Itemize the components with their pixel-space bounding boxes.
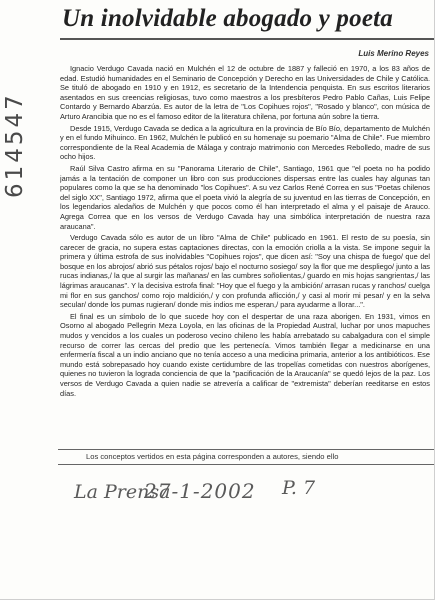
- article-author: Luis Merino Reyes: [358, 49, 429, 58]
- paragraph-3: Raúl Silva Castro afirma en su "Panorama Literario de Chile", Santiago, 1961 que "el poeta no ha podido jamás a la tentación de componer un libro con sus producciones dispersas entre las cuales hay algunas tan populares como la que se ha denominado "los Copihues". A su vez Carlos René Correa en sus "Poetas chilenos del siglo XX", Santiago 1972, afirma que el poeta vivió la alegría de su juventud en las tierras de Concepción, en los legendarios aledaños de Mulchén y que pocos como él han interpretado el alma y el paisaje de Arauco. Agrega Correa que en los versos de Verdugo Cavada hay una simbólica interpretación de nuestra raza araucana".: [60, 163, 430, 231]
- disclaimer-text: Los conceptos vertidos en esta página corresponden a autores, siendo ello: [86, 452, 339, 461]
- article-title: Un inolvidable abogado y poeta: [62, 5, 393, 32]
- paragraph-1: Ignacio Verdugo Cavada nació en Mulchén el 12 de octubre de 1887 y falleció en 1970, a los 83 años de edad. Estudió humanidades en el Seminario de Concepción y Derecho en las Universidades de Chile y Católica. Se tituló de abogado en 1910 y en 1912, es secretario de la Intendencia penquista. En sus escritos literarios asentados en sus creencias religiosas, tuvo como maestros a los presbíteros Pedro Pablo Cañas, Luis Felipe Contardo y Bernardo Abarzúa. Es autor de la letra de "Los Copihues rojos", "Rosado y blanco", con música de Arturo Arancibia que no es el famoso editor de la literatura chilena, por fortuna aún sobre la tierra.: [60, 64, 430, 121]
- newspaper-name-handwritten: La Prensa: [74, 481, 171, 503]
- page-number-handwritten: P. 7: [282, 477, 316, 499]
- paragraph-5: El final es un símbolo de lo que sucede hoy con el despertar de una raza aborigen. En 1931, vimos en Osorno al abogado Pellegrin Meza Loyola, en las oficinas de la Propiedad Austral, luchar por unos mapuches mudos y vencidos a los cuales un poderoso vecino chileno les había arrebatado su cabalgadura con el simple recurso de correr las cercas del predio que les pertenecía. Vimos también llegar a medicinarse en una enfermería fiscal a un indio anciano que no tenía acceso a una medicina primaria, anterior a los antibióticos. Ese mundo está sobrepasado hoy cuando existe certidumbre de las tropelías cometidas con nuestros aborígenes, quienes no tuvieron la lograda conciencia de que la "pacificación de la Araucanía" se quedó lejos de la paz. Los versos de Verdugo Cavada a quien nadie se atrevería a calificar de "extremista" deberían reeditarse en estos días.: [60, 311, 430, 398]
- paragraph-2: Desde 1915, Verdugo Cavada se dedica a la agricultura en la provincia de Bío Bío, departamento de Mulchén y en el fundo Mihuinco. En 1962, Mulchén le publicó en su homenaje su poemario "Alma de Chile". Fue miembro correspondiente de la Real Academia de Málaga y contrajo matrimonio con Mercedes Rebolledo, madre de sus ocho hijos.: [60, 123, 430, 162]
- date-handwritten: 27-1-2002: [144, 479, 256, 503]
- archive-number-handwritten: 614547: [2, 92, 28, 198]
- paragraph-4: Verdugo Cavada sólo es autor de un libro "Alma de Chile" publicado en 1961. El resto de su poesía, sin carecer de gracia, no supera estas captaciones directas, con la emoción criolla a la vista. Se impone seguir la primera y última estrofa de sus inolvidables "Copihues rojos", que dicen así: "Soy una chispa de fuego/ que del bosque en los abrojos/ abrió sus pétalos rojos/ bajo el nocturno sosiego/ soy la flor que me despliego/ junto a las rucas indianas,/ la que al surgir las mañanas/ en las cumbres soñolientas,/ guardo en mis hojas sangrientas,/ las lágrimas araucanas". Y la decisiva estrofa final: "Hoy que el fuego y la ambición/ arrasan rucas y ranchos/ cuelga mi flor en sus ganchos/ como rojo maldición,/ y con profunda aflicción,/ y casi al morir mi pesar/ y en la selva secular/ donde los pumas rugieran/ donde mis indios me esperan,/ para ayudarme a llorar...".: [60, 233, 430, 310]
